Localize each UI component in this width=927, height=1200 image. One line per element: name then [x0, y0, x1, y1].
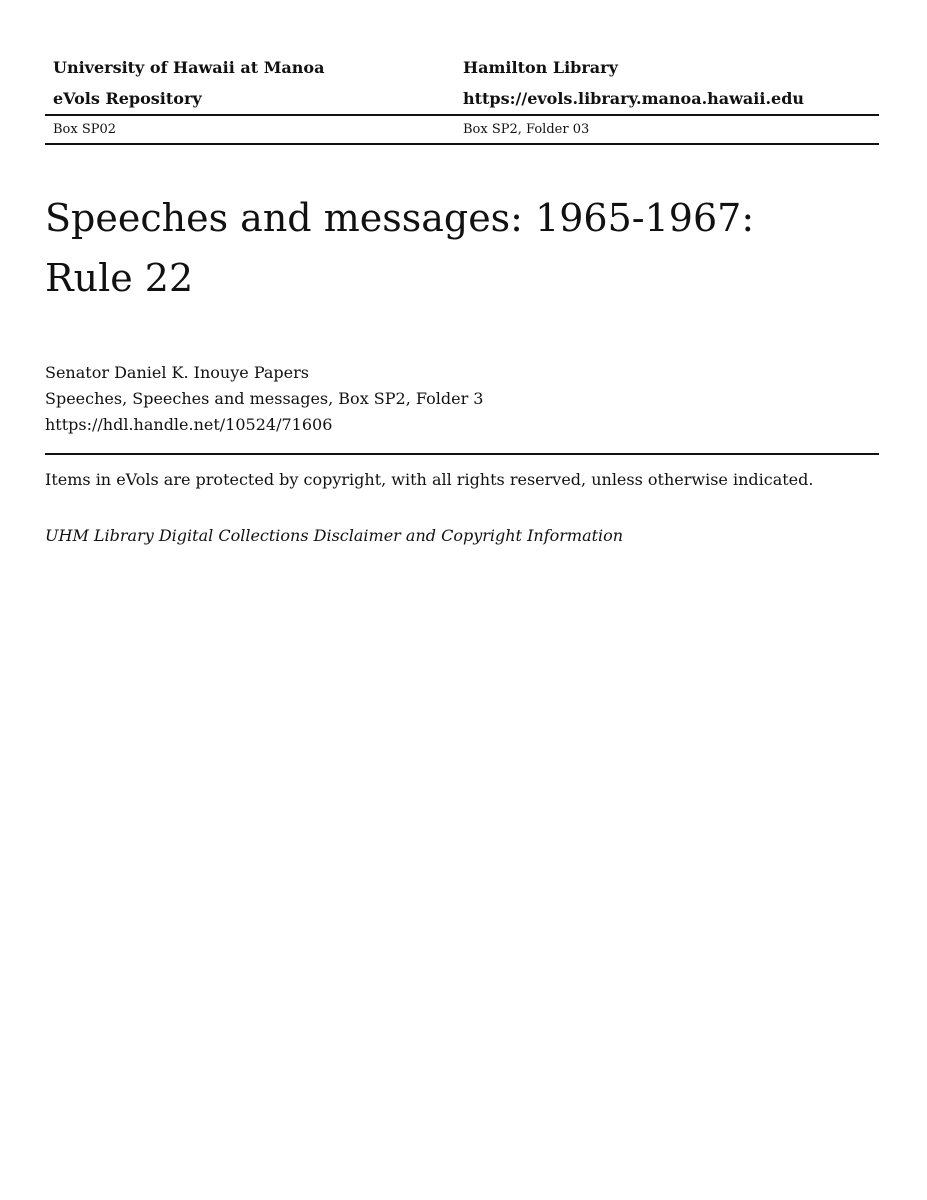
box-label: Box SP02	[53, 122, 117, 137]
disclaimer-link[interactable]: UHM Library Digital Collections Disclaimer and Copyright Information	[45, 526, 624, 545]
repository-url[interactable]: https://evols.library.manoa.hawaii.edu	[463, 89, 805, 108]
header-row-2	[45, 83, 879, 114]
document-title	[45, 188, 865, 308]
title-line-1: Speeches and messages: 1965-1967:	[45, 196, 755, 240]
repository-name: eVols Repository	[53, 89, 202, 108]
library-name: Hamilton Library	[463, 58, 618, 77]
institution-name: University of Hawaii at Manoa	[53, 58, 325, 77]
rights-divider	[45, 453, 879, 455]
title-line-2: Rule 22	[45, 256, 194, 300]
collection-name: Senator Daniel K. Inouye Papers	[45, 363, 309, 382]
handle-link[interactable]: https://hdl.handle.net/10524/71606	[45, 415, 333, 434]
series-path: Speeches, Speeches and messages, Box SP2, Folder 3	[45, 389, 484, 408]
document-metadata	[45, 360, 483, 438]
copyright-notice: Items in eVols are protected by copyright, with all rights reserved, unless otherwise indicated.	[45, 470, 814, 489]
folder-label: Box SP2, Folder 03	[463, 122, 590, 137]
header-divider-bottom	[45, 143, 879, 145]
header-row-1	[45, 52, 879, 83]
header-row-3	[45, 116, 879, 143]
cover-header	[45, 52, 879, 145]
